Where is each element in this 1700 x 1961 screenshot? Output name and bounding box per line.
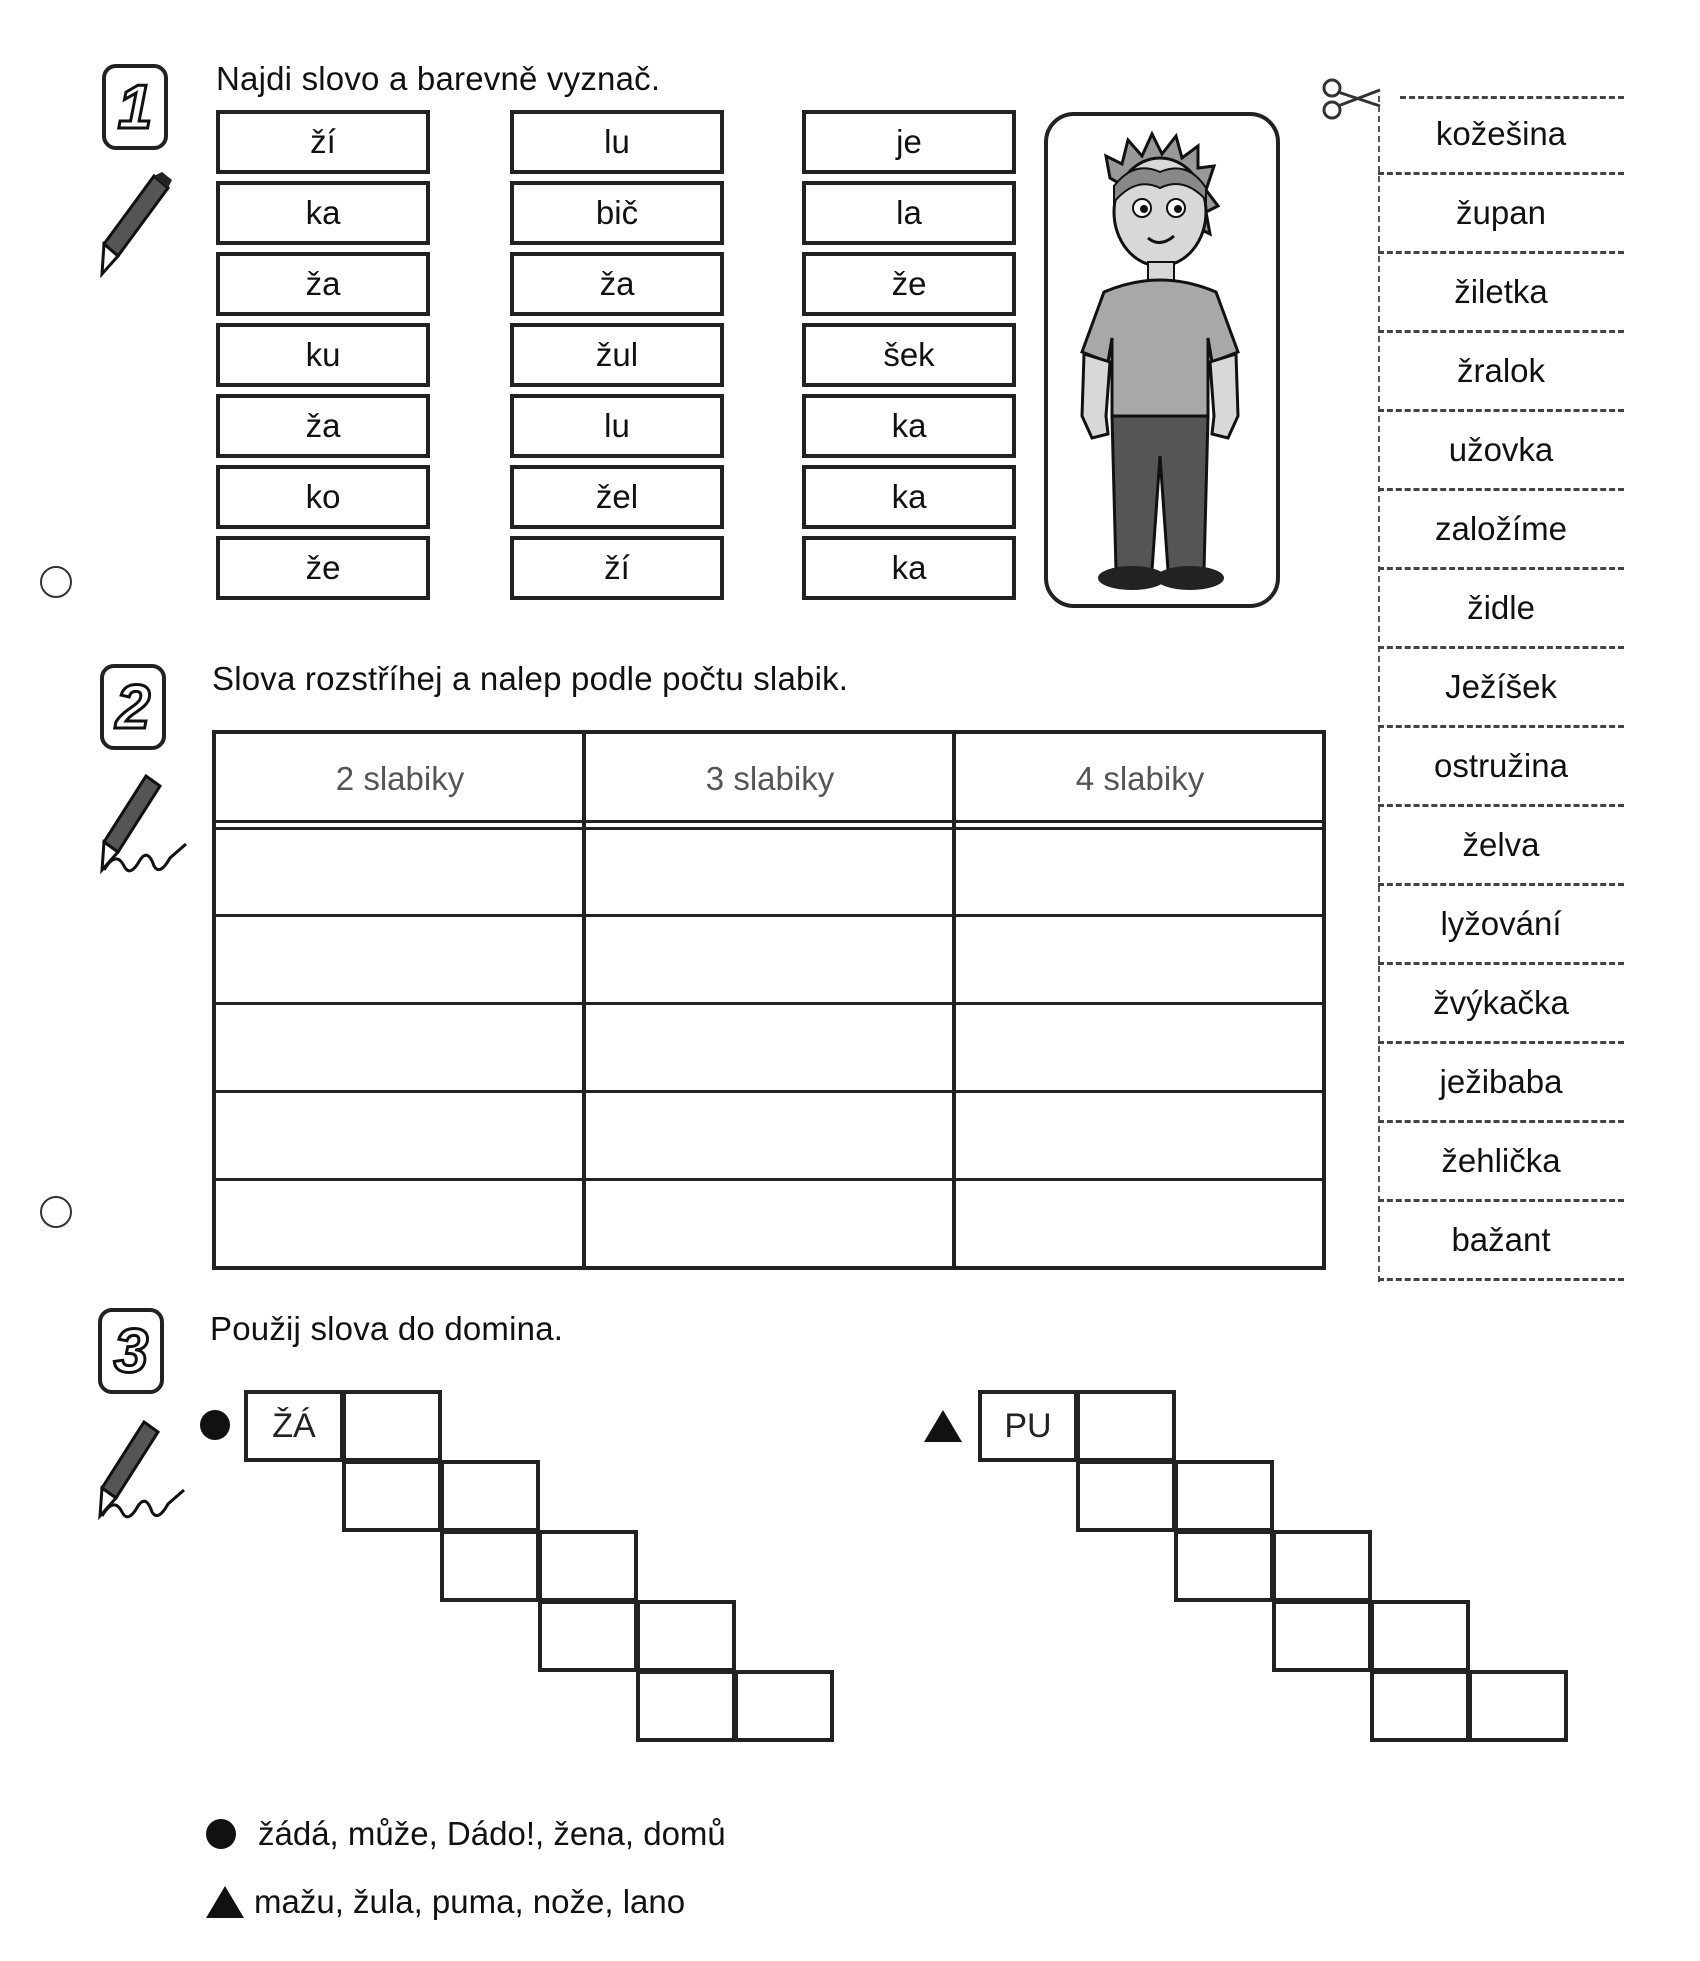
cut-word[interactable]: žehlička bbox=[1378, 1123, 1624, 1202]
triangle-marker bbox=[924, 1410, 962, 1442]
domino-cell[interactable] bbox=[1174, 1530, 1274, 1602]
syllable-cell[interactable]: žel bbox=[510, 465, 724, 529]
syllable-cell[interactable]: ku bbox=[216, 323, 430, 387]
cut-word[interactable]: želva bbox=[1378, 807, 1624, 886]
circle-words: žádá, může, Dádo!, žena, domů bbox=[258, 1815, 726, 1852]
exercise-number-2: 2 bbox=[100, 664, 166, 750]
circle-word-list bbox=[206, 1815, 726, 1853]
row-divider bbox=[216, 1090, 1322, 1093]
header-divider bbox=[216, 820, 1322, 823]
domino-cell[interactable] bbox=[342, 1390, 442, 1462]
cut-word[interactable]: kožešina bbox=[1378, 96, 1624, 175]
punch-hole bbox=[40, 1196, 72, 1228]
task1-title: Najdi slovo a barevně vyznač. bbox=[216, 60, 661, 97]
domino-cell[interactable] bbox=[1076, 1460, 1176, 1532]
domino-cell[interactable] bbox=[538, 1530, 638, 1602]
syllable-cell[interactable]: bič bbox=[510, 181, 724, 245]
syllable-cell[interactable]: je bbox=[802, 110, 1016, 174]
syllable-cell[interactable]: že bbox=[216, 536, 430, 600]
domino-cell[interactable] bbox=[1272, 1530, 1372, 1602]
cut-word[interactable]: založíme bbox=[1378, 491, 1624, 570]
cut-word[interactable]: ostružina bbox=[1378, 728, 1624, 807]
pencil-writing-icon bbox=[94, 1416, 186, 1526]
header-divider bbox=[216, 827, 1322, 830]
syllable-cell[interactable]: la bbox=[802, 181, 1016, 245]
domino-cell[interactable] bbox=[734, 1670, 834, 1742]
circle-marker bbox=[206, 1819, 236, 1849]
syllable-cell[interactable]: žul bbox=[510, 323, 724, 387]
syllable-cell[interactable]: ka bbox=[802, 465, 1016, 529]
syllable-cell[interactable]: ka bbox=[802, 536, 1016, 600]
syllable-cell[interactable]: šek bbox=[802, 323, 1016, 387]
syllable-cell[interactable]: ža bbox=[510, 252, 724, 316]
circle-marker bbox=[200, 1410, 230, 1440]
cut-word[interactable]: ježibaba bbox=[1378, 1044, 1624, 1123]
cut-word[interactable]: žralok bbox=[1378, 333, 1624, 412]
column-divider bbox=[952, 734, 956, 1266]
triangle-words: mažu, žula, puma, nože, lano bbox=[254, 1883, 686, 1920]
syllable-cell[interactable]: že bbox=[802, 252, 1016, 316]
syllable-sort-table bbox=[212, 730, 1326, 1270]
scissors-icon bbox=[1320, 78, 1384, 120]
domino-cell[interactable] bbox=[1272, 1600, 1372, 1672]
triangle-word-list bbox=[206, 1883, 685, 1921]
column-divider bbox=[582, 734, 586, 1266]
domino-cell[interactable] bbox=[1174, 1460, 1274, 1532]
boy-illustration bbox=[1048, 116, 1276, 604]
domino-cell[interactable] bbox=[440, 1460, 540, 1532]
syllable-cell[interactable]: ko bbox=[216, 465, 430, 529]
syllable-cell[interactable]: ka bbox=[216, 181, 430, 245]
syllable-cell[interactable]: ží bbox=[510, 536, 724, 600]
cut-word[interactable]: užovka bbox=[1378, 412, 1624, 491]
task3-title: Použij slova do domina. bbox=[210, 1310, 564, 1347]
exercise-number-3: 3 bbox=[98, 1308, 164, 1394]
domino-cell[interactable] bbox=[342, 1460, 442, 1532]
cut-word-list bbox=[1378, 96, 1624, 1281]
domino-cell[interactable] bbox=[636, 1670, 736, 1742]
domino-cell[interactable] bbox=[1370, 1670, 1470, 1742]
domino-cell[interactable] bbox=[1468, 1670, 1568, 1742]
row-divider bbox=[216, 1178, 1322, 1181]
domino-cell-start[interactable]: ŽÁ bbox=[244, 1390, 344, 1462]
cut-word[interactable]: župan bbox=[1378, 175, 1624, 254]
pencil-icon bbox=[96, 170, 176, 280]
syllable-column-1 bbox=[216, 110, 430, 600]
syllable-cell[interactable]: ža bbox=[216, 252, 430, 316]
column-header-3-syllables: 3 slabiky bbox=[705, 760, 835, 797]
domino-cell[interactable] bbox=[636, 1600, 736, 1672]
domino-cell-start[interactable]: PU bbox=[978, 1390, 1078, 1462]
boy-illustration-frame bbox=[1044, 112, 1280, 608]
cut-word[interactable]: lyžování bbox=[1378, 886, 1624, 965]
punch-hole bbox=[40, 566, 72, 598]
syllable-cell[interactable]: ka bbox=[802, 394, 1016, 458]
syllable-column-3 bbox=[802, 110, 1016, 600]
cut-word[interactable]: židle bbox=[1378, 570, 1624, 649]
syllable-cell[interactable]: ží bbox=[216, 110, 430, 174]
row-divider bbox=[216, 914, 1322, 917]
column-header-4-syllables: 4 slabiky bbox=[1075, 760, 1205, 797]
domino-cell[interactable] bbox=[1076, 1390, 1176, 1462]
syllable-cell[interactable]: lu bbox=[510, 110, 724, 174]
exercise-number-1: 1 bbox=[102, 64, 168, 150]
cut-word[interactable]: Ježíšek bbox=[1378, 649, 1624, 728]
task2-title: Slova rozstříhej a nalep podle počtu slabik. bbox=[212, 660, 849, 697]
triangle-marker bbox=[206, 1886, 244, 1918]
domino-cell[interactable] bbox=[538, 1600, 638, 1672]
cut-word[interactable]: bažant bbox=[1378, 1202, 1624, 1281]
syllable-cell[interactable]: lu bbox=[510, 394, 724, 458]
cut-word[interactable]: žiletka bbox=[1378, 254, 1624, 333]
row-divider bbox=[216, 1002, 1322, 1005]
column-header-2-syllables: 2 slabiky bbox=[335, 760, 465, 797]
domino-cell[interactable] bbox=[1370, 1600, 1470, 1672]
pencil-writing-icon bbox=[96, 770, 188, 880]
syllable-column-2 bbox=[510, 110, 724, 600]
domino-cell[interactable] bbox=[440, 1530, 540, 1602]
syllable-cell[interactable]: ža bbox=[216, 394, 430, 458]
cut-word[interactable]: žvýkačka bbox=[1378, 965, 1624, 1044]
